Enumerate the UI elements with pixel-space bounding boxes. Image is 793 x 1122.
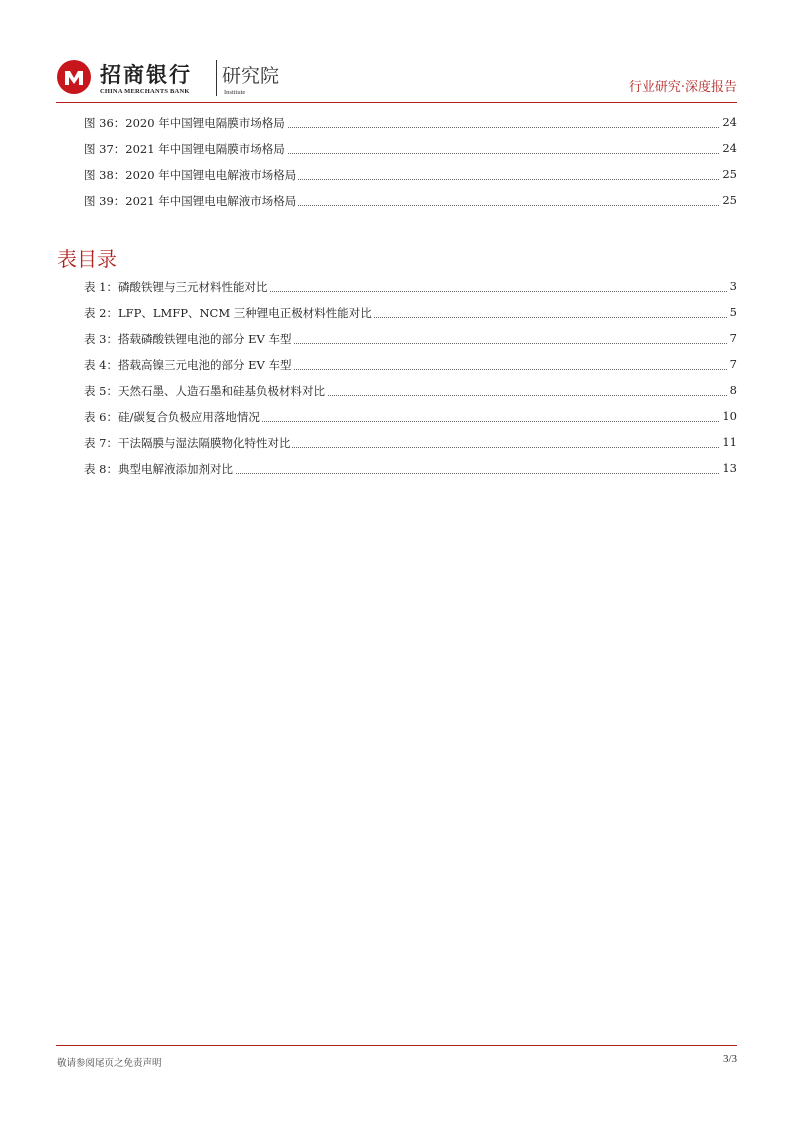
toc-entry-page: 13	[722, 461, 737, 475]
cmb-logo-icon	[56, 59, 92, 95]
toc-entry[interactable]	[84, 457, 737, 483]
toc-entry-page: 8	[729, 383, 737, 397]
toc-entry[interactable]	[84, 431, 737, 457]
toc-entry[interactable]	[84, 189, 737, 215]
toc-entry-label: 表 4：搭载高镍三元电池的部分 EV 车型	[84, 358, 292, 372]
page-header	[56, 56, 737, 102]
toc-entry-label: 图 37：2021 年中国锂电隔膜市场格局	[84, 142, 285, 156]
institute-name-cn: 研究院	[222, 65, 280, 87]
table-toc-list	[84, 275, 737, 483]
toc-entry[interactable]	[84, 163, 737, 189]
toc-entry-page: 25	[722, 193, 737, 207]
toc-entry-label: 图 36：2020 年中国锂电隔膜市场格局	[84, 116, 285, 130]
toc-entry-page: 5	[729, 305, 737, 319]
toc-entry-page: 24	[722, 141, 737, 155]
toc-entry[interactable]	[84, 111, 737, 137]
toc-entry-label: 表 6：硅/碳复合负极应用落地情况	[84, 410, 260, 424]
toc-entry[interactable]	[84, 353, 737, 379]
figure-toc-list	[84, 111, 737, 215]
toc-entry-label: 表 5：天然石墨、人造石墨和硅基负极材料对比	[84, 384, 325, 398]
page-number: 3/3	[722, 1053, 737, 1065]
toc-entry-label: 表 3：搭载磷酸铁锂电池的部分 EV 车型	[84, 332, 292, 346]
toc-entry-label: 图 39：2021 年中国锂电电解液市场格局	[84, 194, 297, 208]
toc-entry[interactable]	[84, 275, 737, 301]
toc-entry-label: 图 38：2020 年中国锂电电解液市场格局	[84, 168, 297, 182]
institute-name-en: Institute	[224, 89, 246, 96]
toc-entry-page: 7	[729, 331, 737, 345]
footer-divider	[56, 1045, 737, 1046]
toc-entry[interactable]	[84, 405, 737, 431]
header-divider	[56, 102, 737, 103]
toc-entry-label: 表 1：磷酸铁锂与三元材料性能对比	[84, 280, 268, 294]
footer-disclaimer: 敬请参阅尾页之免责声明	[57, 1058, 162, 1069]
toc-entry-label: 表 7：干法隔膜与湿法隔膜物化特性对比	[84, 436, 291, 450]
toc-entry[interactable]	[84, 301, 737, 327]
toc-entry-page: 11	[722, 435, 737, 449]
toc-entry-label: 表 2：LFP、LMFP、NCM 三种锂电正极材料性能对比	[84, 306, 372, 320]
toc-entry-page: 25	[722, 167, 737, 181]
toc-entry-page: 24	[722, 115, 737, 129]
toc-entry-page: 7	[729, 357, 737, 371]
toc-entry[interactable]	[84, 379, 737, 405]
report-type: 行业研究·深度报告	[628, 80, 737, 95]
toc-entry-page: 10	[722, 409, 737, 423]
toc-entry[interactable]	[84, 327, 737, 353]
table-toc-title: 表目录	[57, 247, 117, 271]
bank-name-cn: 招商银行	[100, 63, 192, 87]
toc-entry-page: 3	[729, 279, 737, 293]
toc-entry[interactable]	[84, 137, 737, 163]
logo-divider	[216, 60, 217, 96]
bank-name-en: CHINA MERCHANTS BANK	[100, 88, 190, 95]
toc-entry-label: 表 8：典型电解液添加剂对比	[84, 462, 233, 476]
